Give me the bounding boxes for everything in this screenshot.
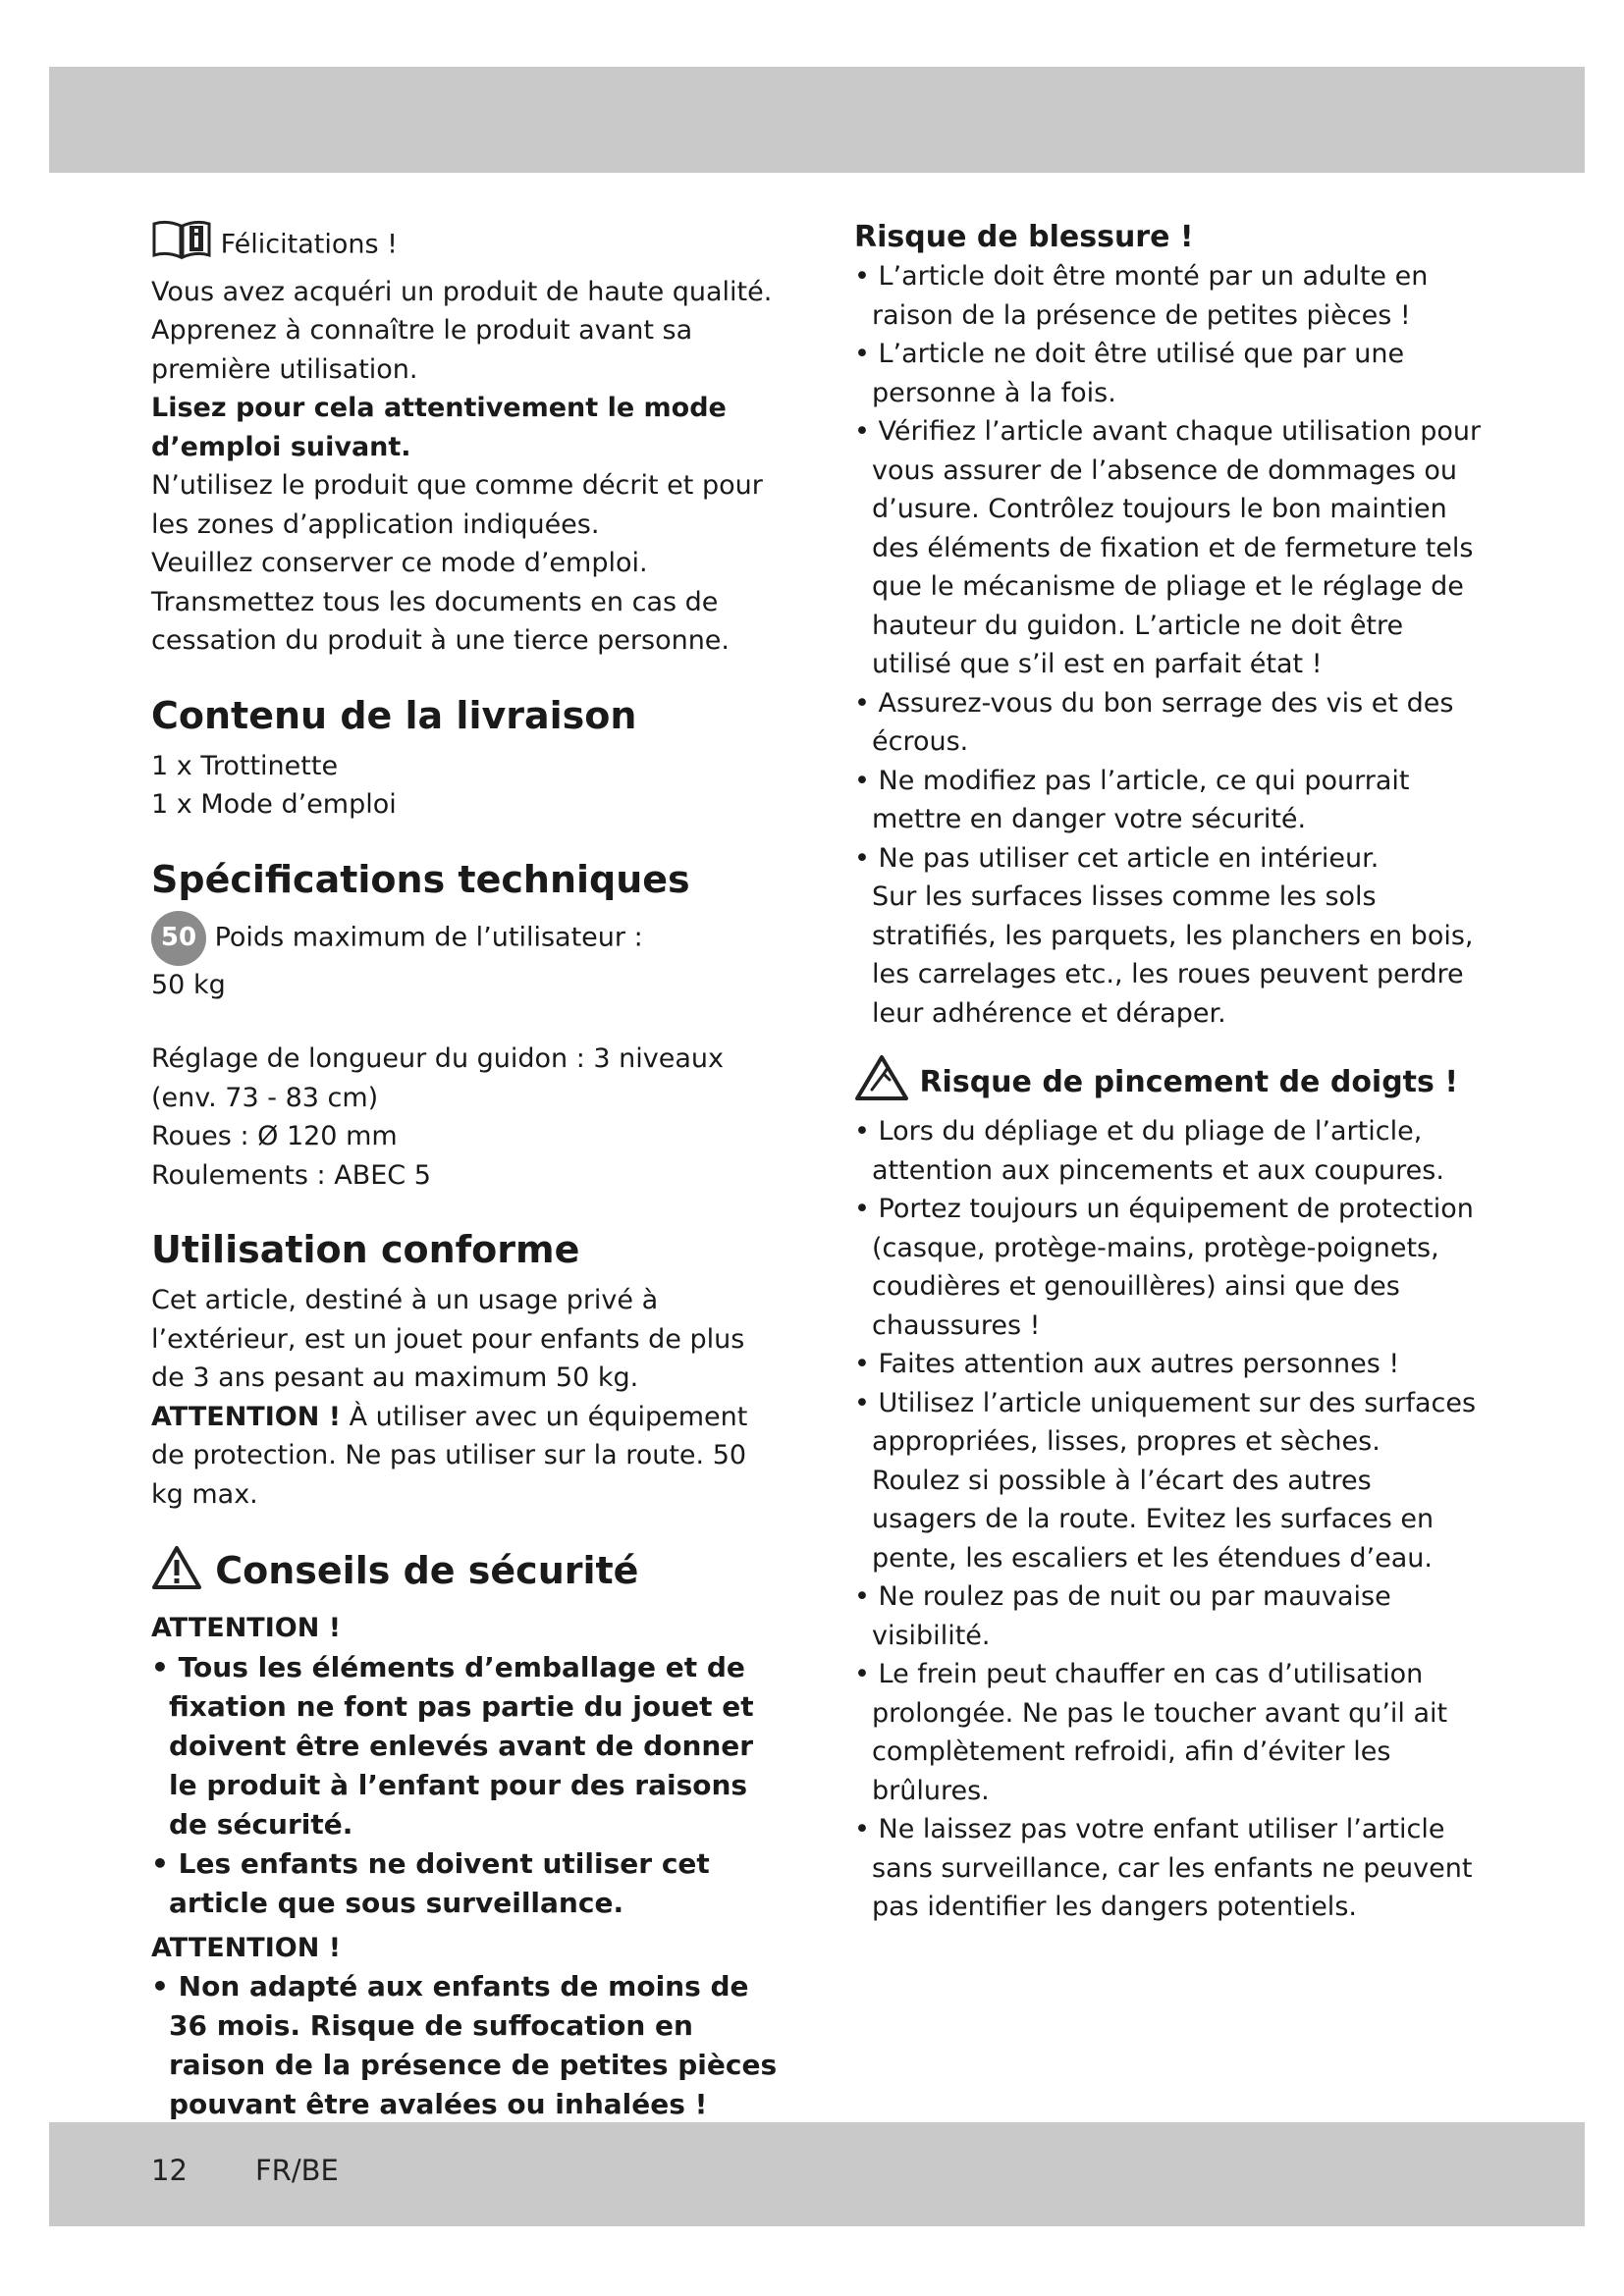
list-item: • Tous les éléments d’emballage et de fixation ne font pas partie du jouet et doivent être enlevés avant de donner le produit à l’enfant pour des raisons de sécurité. xyxy=(151,1648,780,1844)
intro-title-row xyxy=(151,218,780,273)
usage-attention xyxy=(151,1398,780,1515)
info-book-icon xyxy=(151,218,212,273)
list-item: • Ne roulez pas de nuit ou par mauvaise visibilité. xyxy=(854,1577,1483,1655)
intro-title: Félicitations ! xyxy=(220,229,398,260)
intro-paragraph-3: Veuillez conserver ce mode d’emploi. Transmettez tous les documents en cas de cessation du produit à une tierce personne. xyxy=(151,548,731,656)
attention-label: ATTENTION ! xyxy=(151,1932,342,1963)
spec-line: Réglage de longueur du guidon : 3 niveaux (env. 73 - 83 cm) xyxy=(151,1043,725,1113)
list-item: • Le frein peut chauffer en cas d’utilisation prolongée. Ne pas le toucher avant qu’il ait complètement refroidi, afin d’éviter les brûlures. xyxy=(854,1655,1483,1810)
usage-paragraph: Cet article, destiné à un usage privé à l’extérieur, est un jouet pour enfants de plus de 3 ans pesant au maximum 50 kg. xyxy=(151,1285,745,1393)
spec-line: Roues : Ø 120 mm xyxy=(151,1121,398,1151)
pinch-heading: Risque de pincement de doigts ! xyxy=(919,1065,1459,1099)
list-item: • Vérifiez l’article avant chaque utilisation pour vous assurer de l’absence de dommages ou d’usure. Contrôlez toujours le bon maintien des éléments de fixation et de fermeture tels que le mécanisme de pliage et le réglage de hauteur du guidon. L’article ne doit être utilisé que s’il est en parfait état ! xyxy=(854,412,1483,684)
pinch-note: Roulez si possible à l’écart des autres usagers de la route. Evitez les surfaces en pente, les escaliers et les étendues d’eau. xyxy=(872,1465,1435,1574)
list-item: • Les enfants ne doivent utiliser cet article que sous surveillance. xyxy=(151,1844,780,1923)
warning-triangle-icon xyxy=(151,1545,202,1601)
max-weight-row xyxy=(151,911,780,966)
safety-heading: Conseils de sécurité xyxy=(215,1549,639,1592)
pinch-list xyxy=(854,1112,1483,1462)
max-weight-badge-icon: 50 xyxy=(151,911,206,966)
right-column xyxy=(854,218,1483,1927)
delivery-item: 1 x Mode d’emploi xyxy=(151,789,397,820)
page-number: 12 xyxy=(151,2154,188,2187)
max-weight-label: Poids maximum de l’utilisateur : xyxy=(214,922,643,952)
locale-label: FR/BE xyxy=(255,2154,339,2187)
list-item: • Portez toujours un équipement de protection (casque, protège-mains, protège-poignets, coudières et genouillères) ainsi que des chaussures ! xyxy=(854,1190,1483,1345)
pinch-warning-icon xyxy=(854,1054,909,1112)
attention-label: ATTENTION ! xyxy=(151,1613,342,1643)
injury-heading: Risque de blessure ! xyxy=(854,220,1194,254)
intro-paragraph-2: N’utilisez le produit que comme décrit et pour les zones d’application indiquées. xyxy=(151,470,763,540)
injury-note: Sur les surfaces lisses comme les sols stratifiés, les parquets, les planchers en bois, les carrelages etc., les roues peuvent perdre leur adhérence et déraper. xyxy=(872,881,1474,1029)
list-item: • Ne pas utiliser cet article en intérieur. xyxy=(854,839,1483,879)
delivery-item: 1 x Trottinette xyxy=(151,750,339,781)
delivery-heading: Contenu de la livraison xyxy=(151,693,637,737)
pinch-list-2 xyxy=(854,1577,1483,1927)
left-column xyxy=(151,218,780,2124)
max-weight-value: 50 kg xyxy=(151,969,226,1000)
usage-heading: Utilisation conforme xyxy=(151,1228,580,1271)
spec-line: Roulements : ABEC 5 xyxy=(151,1159,431,1191)
safety-list-1 xyxy=(151,1648,780,1923)
list-item: • Utilisez l’article uniquement sur des surfaces appropriées, lisses, propres et sèches. xyxy=(854,1384,1483,1462)
list-item: • L’article ne doit être utilisé que par une personne à la fois. xyxy=(854,335,1483,412)
list-item: • Non adapté aux enfants de moins de 36 mois. Risque de suffocation en raison de la présence de petites pièces pouvant être avalées ou inhalées ! xyxy=(151,1967,780,2124)
specs-heading: Spécifications techniques xyxy=(151,857,690,901)
list-item: • Lors du dépliage et du pliage de l’article, attention aux pincements et aux coupures. xyxy=(854,1112,1483,1190)
intro-bold-note: Lisez pour cela attentivement le mode d’emploi suivant. xyxy=(151,393,727,462)
pinch-heading-row xyxy=(854,1054,1483,1112)
injury-list xyxy=(854,257,1483,878)
list-item: • Ne modifiez pas l’article, ce qui pourrait mettre en danger votre sécurité. xyxy=(854,762,1483,839)
intro-paragraph-1: Vous avez acquéri un produit de haute qualité. Apprenez à connaître le produit avant sa première utilisation. xyxy=(151,276,773,385)
list-item: • Ne laissez pas votre enfant utiliser l’article sans surveillance, car les enfants ne peuvent pas identifier les dangers potentiels. xyxy=(854,1810,1483,1927)
safety-heading-row xyxy=(151,1545,780,1601)
list-item: • Faites attention aux autres personnes ! xyxy=(854,1345,1483,1384)
list-item: • L’article doit être monté par un adulte en raison de la présence de petites pièces ! xyxy=(854,257,1483,335)
usage-attention-text: À utiliser avec un équipement de protection. Ne pas utiliser sur la route. 50 kg max. xyxy=(151,1401,748,1510)
usage-attention-label: ATTENTION ! xyxy=(151,1401,342,1432)
safety-list-2 xyxy=(151,1967,780,2124)
header-band xyxy=(49,67,1585,173)
spacer xyxy=(151,1004,780,1040)
list-item: • Assurez-vous du bon serrage des vis et des écrous. xyxy=(854,684,1483,762)
